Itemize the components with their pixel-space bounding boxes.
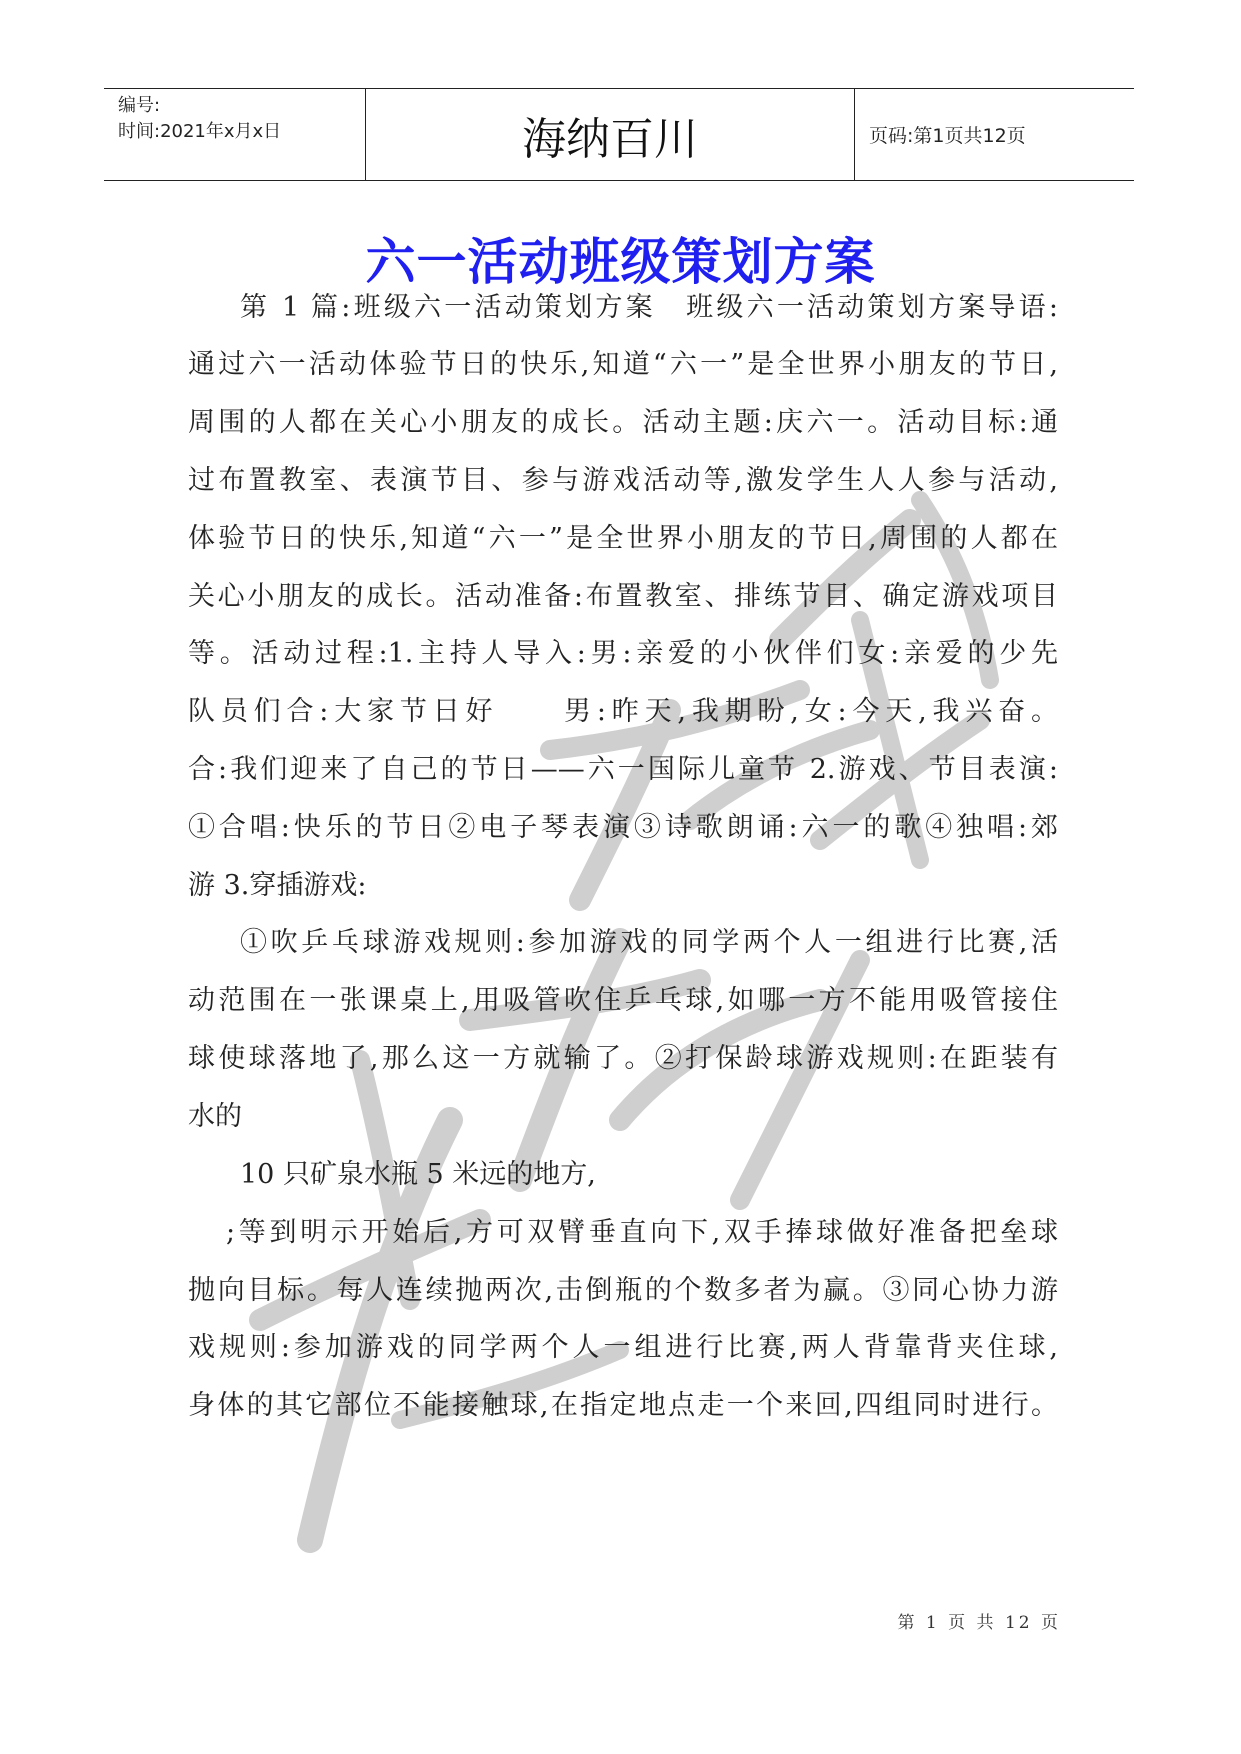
document-title: 六一活动班级策划方案 — [365, 232, 876, 291]
body-line: 第 1 篇:班级六一活动策划方案 班级六一活动策划方案导语: — [240, 292, 1058, 323]
body-line: 队员们合:大家节日好 男:昨天,我期盼,女:今天,我兴奋。 — [188, 696, 1058, 727]
body-line: 10 只矿泉水瓶 5 米远的地方, — [240, 1159, 596, 1190]
serial-label: 编号: — [118, 95, 161, 116]
body-line: 游 3.穿插游戏: — [188, 870, 367, 901]
page-footer: 第 1 页 共 12 页 — [897, 1613, 1061, 1633]
document-header — [104, 88, 1134, 181]
body-line: 体验节日的快乐,知道“六一”是全世界小朋友的节日,周围的人都在 — [188, 523, 1058, 554]
body-line: 身体的其它部位不能接触球,在指定地点走一个来回,四组同时进行。 — [188, 1390, 1058, 1421]
body-line: 水的 — [188, 1101, 242, 1132]
body-line: 关心小朋友的成长。活动准备:布置教室、排练节目、确定游戏项目 — [188, 581, 1058, 612]
body-line: ;等到明示开始后,方可双臂垂直向下,双手捧球做好准备把垒球 — [226, 1217, 1058, 1248]
body-line: 球使球落地了,那么这一方就输了。②打保龄球游戏规则:在距装有 — [188, 1043, 1058, 1074]
body-line: 过布置教室、表演节目、参与游戏活动等,激发学生人人参与活动, — [188, 465, 1058, 496]
body-line: ①合唱:快乐的节日②电子琴表演③诗歌朗诵:六一的歌④独唱:郊 — [188, 812, 1058, 843]
brand-title: 海纳百川 — [366, 89, 855, 180]
time-label: 时间:2021年x月x日 — [118, 121, 282, 142]
body-line: 抛向目标。每人连续抛两次,击倒瓶的个数多者为赢。③同心协力游 — [188, 1275, 1058, 1306]
body-line: ①吹乒乓球游戏规则:参加游戏的同学两个人一组进行比赛,活 — [240, 927, 1058, 958]
header-meta — [104, 89, 366, 180]
body-line: 合:我们迎来了自己的节日——六一国际儿童节 2.游戏、节目表演: — [188, 754, 1058, 785]
body-line: 通过六一活动体验节日的快乐,知道“六一”是全世界小朋友的节日, — [188, 349, 1058, 380]
body-line: 等。活动过程:1.主持人导入:男:亲爱的小伙伴们女:亲爱的少先 — [188, 638, 1058, 669]
body-line: 戏规则:参加游戏的同学两个人一组进行比赛,两人背靠背夹住球, — [188, 1332, 1058, 1363]
body-line: 周围的人都在关心小朋友的成长。活动主题:庆六一。活动目标:通 — [188, 407, 1058, 438]
body-line: 动范围在一张课桌上,用吸管吹住乒乓球,如哪一方不能用吸管接住 — [188, 985, 1058, 1016]
page-code: 页码:第1页共12页 — [869, 125, 1026, 147]
